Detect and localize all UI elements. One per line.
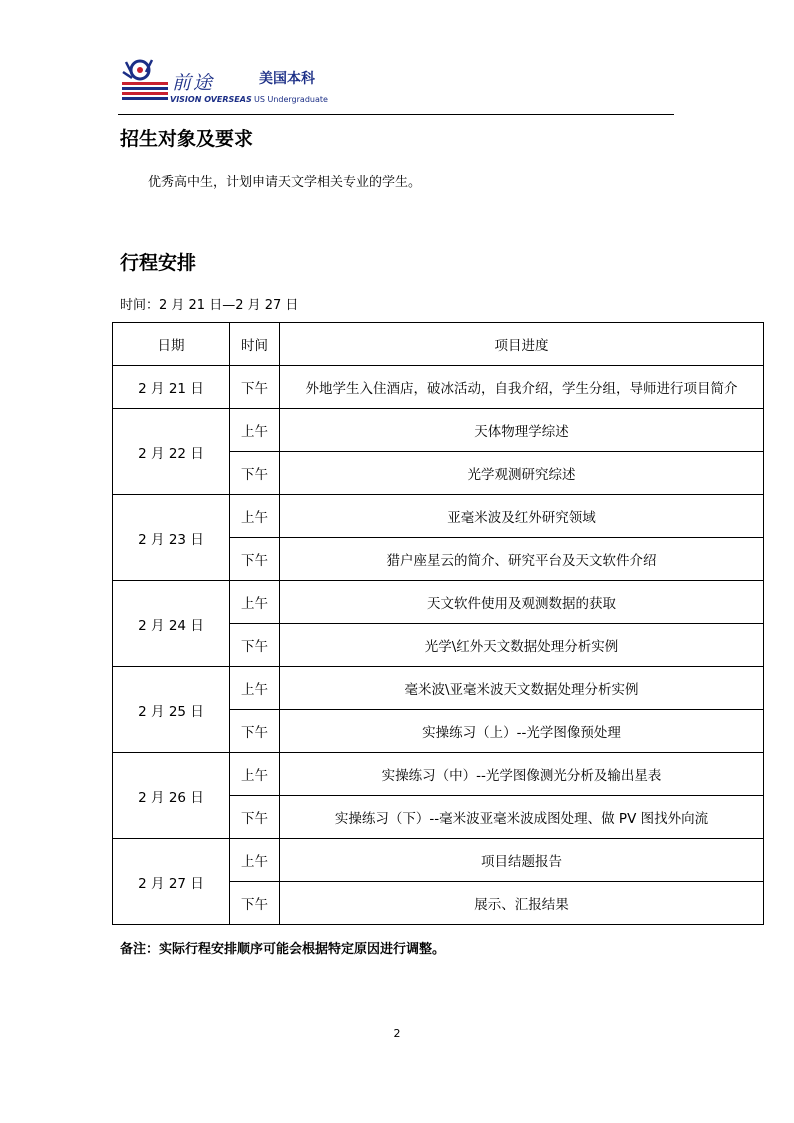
time-cell: 下午 <box>230 538 280 581</box>
statue-of-liberty-icon <box>118 52 178 110</box>
content-cell: 亚毫米波及红外研究领域 <box>280 495 764 538</box>
schedule-table <box>112 322 764 925</box>
time-cell: 下午 <box>230 882 280 925</box>
table-row <box>113 753 764 796</box>
date-cell: 2 月 26 日 <box>113 753 230 839</box>
page-header <box>118 52 674 115</box>
content-cell: 天文软件使用及观测数据的获取 <box>280 581 764 624</box>
time-cell: 上午 <box>230 753 280 796</box>
admission-text: 优秀高中生，计划申请天文学相关专业的学生。 <box>148 175 422 190</box>
content-cell: 猎户座星云的简介、研究平台及天文软件介绍 <box>280 538 764 581</box>
table-row <box>113 581 764 624</box>
date-cell: 2 月 24 日 <box>113 581 230 667</box>
content-cell: 实操练习（中）--光学图像测光分析及输出星表 <box>280 753 764 796</box>
header-time: 时间 <box>230 323 280 366</box>
time-cell: 上午 <box>230 409 280 452</box>
table-row <box>113 839 764 882</box>
content-cell: 光学观测研究综述 <box>280 452 764 495</box>
logo-cn-text: 前途 <box>172 72 215 94</box>
time-cell: 上午 <box>230 495 280 538</box>
date-cell: 2 月 27 日 <box>113 839 230 925</box>
page-number: 2 <box>393 1027 401 1040</box>
time-cell: 上午 <box>230 839 280 882</box>
header-date: 日期 <box>113 323 230 366</box>
remark-label: 备注： <box>120 942 160 957</box>
time-cell: 下午 <box>230 710 280 753</box>
time-cell: 上午 <box>230 667 280 710</box>
date-cell: 2 月 22 日 <box>113 409 230 495</box>
content-cell: 展示、汇报结果 <box>280 882 764 925</box>
remark <box>120 938 445 957</box>
date-cell: 2 月 21 日 <box>113 366 230 409</box>
time-cell: 下午 <box>230 796 280 839</box>
program-name: 美国本科 <box>259 71 315 87</box>
content-cell: 实操练习（下）--毫米波亚毫米波成图处理、做 PV 图找外向流 <box>280 796 764 839</box>
logo-en-text: VISION OVERSEAS <box>170 95 252 104</box>
vision-overseas-logo <box>118 52 328 112</box>
date-cell: 2 月 25 日 <box>113 667 230 753</box>
content-cell: 毫米波\亚毫米波天文数据处理分析实例 <box>280 667 764 710</box>
section-title-schedule: 行程安排 <box>120 252 197 274</box>
date-cell: 2 月 23 日 <box>113 495 230 581</box>
table-row <box>113 667 764 710</box>
content-cell: 光学\红外天文数据处理分析实例 <box>280 624 764 667</box>
time-cell: 下午 <box>230 366 280 409</box>
section-title-admission: 招生对象及要求 <box>120 128 254 150</box>
header-progress: 项目进度 <box>280 323 764 366</box>
remark-text: 实际行程安排顺序可能会根据特定原因进行调整。 <box>159 942 446 957</box>
table-row <box>113 495 764 538</box>
time-cell: 下午 <box>230 452 280 495</box>
time-cell: 上午 <box>230 581 280 624</box>
table-header-row <box>113 323 764 366</box>
content-cell: 天体物理学综述 <box>280 409 764 452</box>
logo-subtitle: US Undergraduate <box>254 95 328 104</box>
table-row <box>113 409 764 452</box>
content-cell: 实操练习（上）--光学图像预处理 <box>280 710 764 753</box>
schedule-time: 时间：2 月 21 日—2 月 27 日 <box>120 298 299 313</box>
content-cell: 外地学生入住酒店，破冰活动，自我介绍，学生分组，导师进行项目简介 <box>280 366 764 409</box>
table-row <box>113 366 764 409</box>
time-cell: 下午 <box>230 624 280 667</box>
content-cell: 项目结题报告 <box>280 839 764 882</box>
